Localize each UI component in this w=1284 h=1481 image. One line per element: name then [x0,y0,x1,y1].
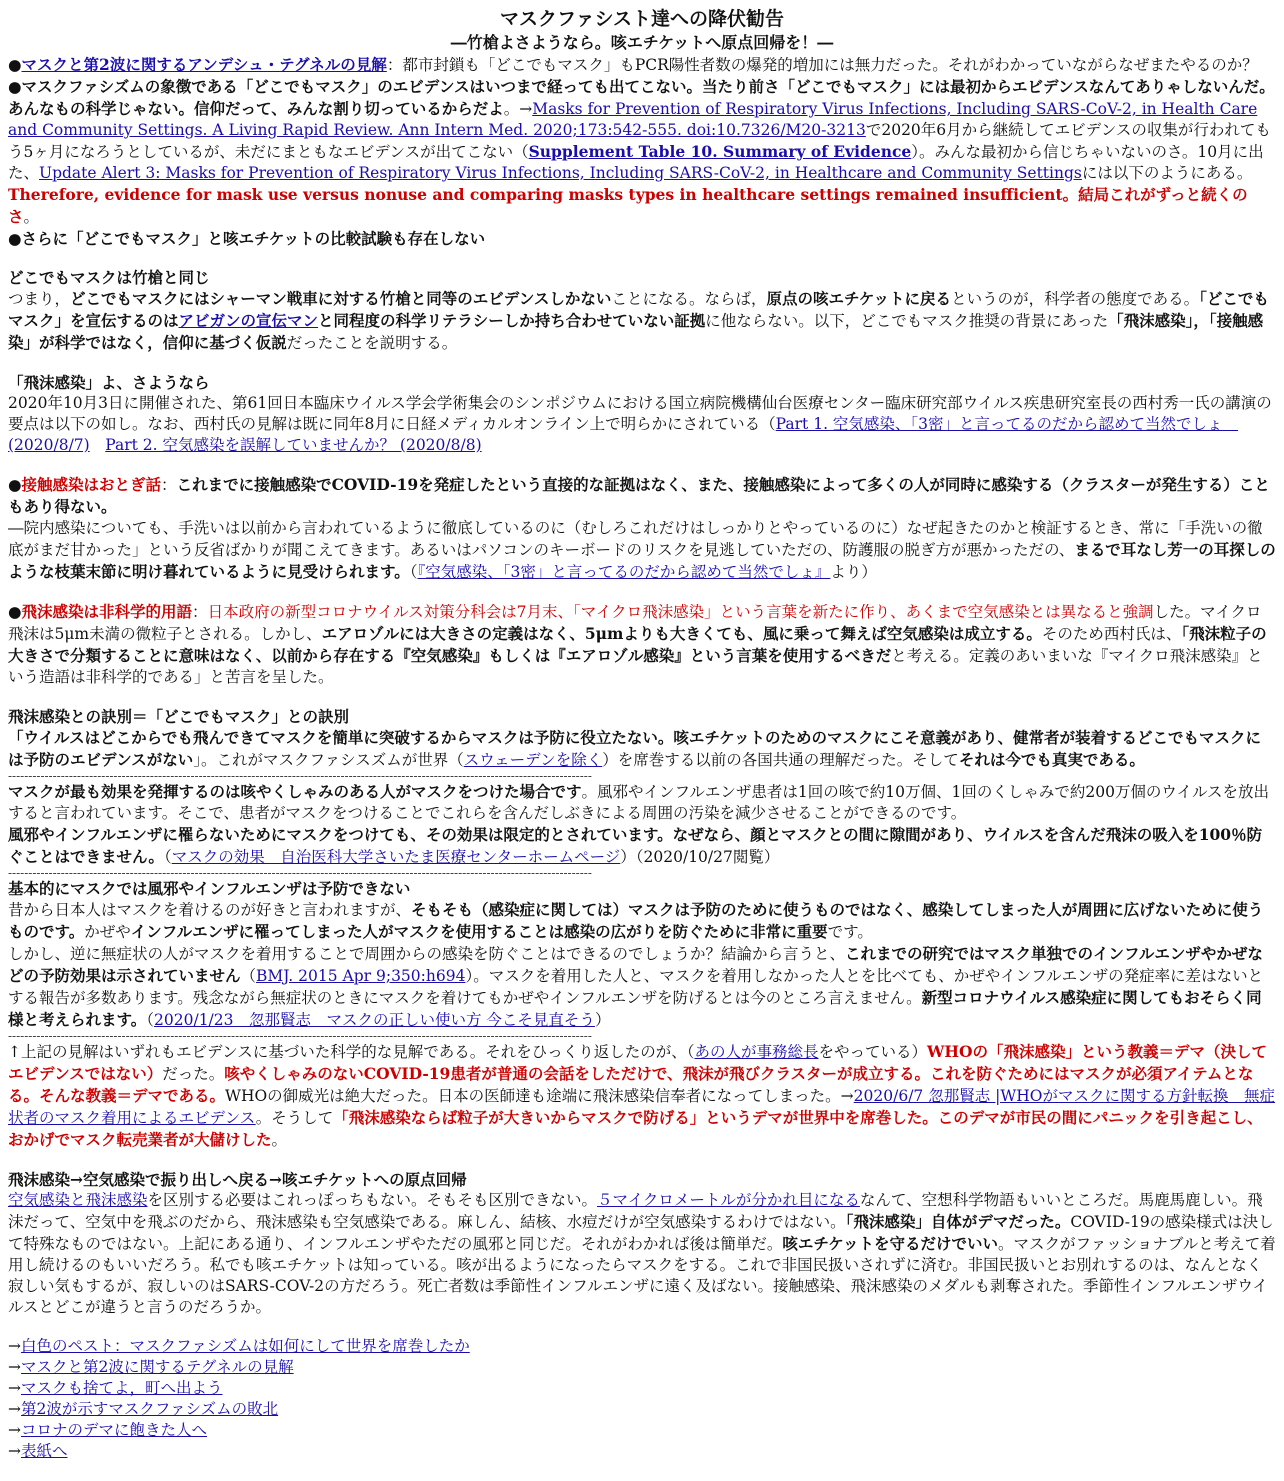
arrow-icon: → [8,1379,21,1397]
text: なんて、空想科学物語もいいところだ。馬鹿馬鹿しい。飛沫だって、空気中を飛ぶのだから、飛沫感染も空気感染である。麻しん、結核、水痘だけが空気感染するわけではない。 [8,1191,1263,1231]
related-link-item [8,1441,1276,1462]
supplement-table-link[interactable]: Supplement Table 10. Summary of Evidence [528,142,912,161]
text: です。 [827,923,873,941]
text-bold: 「飛沫感染」自体がデマだった。 [845,1212,1071,1231]
intro-comparison: ●さらに「どこでもマスク」と咳エチケットの比較試験も存在しない [8,229,486,248]
red-emphasis: 飛沫感染は非科学的用語 [21,602,193,621]
text-bold: 「ウイルスはどこからでも飛んできてマスクを簡単に突破するからマスクは予防に役立たない。咳エチケットのためのマスクにこそ意義があり、健常者が装着するどこでもマスクには予防のエビデンスがない [8,728,1262,769]
text: WHOの御威光は絶大だった。日本の医師達も途端に飛沫感染信奉者になってしまった。→ [225,1087,854,1105]
text-bold: 「飛沫粒子の大きさで分類することに意味はなく、以前から存在する『空気感染』もしくは『エアロゾル感染』という言葉を使用するべきだ [8,624,1267,665]
director-general-link[interactable]: あの人が事務総長 [694,1043,819,1061]
page-title: マスクファシスト達への降伏勧告 [499,8,785,30]
related-link-item [8,1378,1276,1399]
oshina-paragraph-1 [8,899,1276,943]
text: ） [594,1011,611,1029]
text: 昔から日本人はマスクを着けるのが好きと言われますが、 [8,901,412,919]
text: をやっている） [818,1043,927,1061]
kutsuna-mask-link[interactable]: 2020/1/23 忽那賢志 マスクの正しい使い方 今こそ見直そう [154,1011,595,1029]
bullet: ● [8,603,22,621]
ketsubetsu-paragraph [8,727,1276,771]
text: 。 [271,1131,288,1149]
red-emphasis: Therefore, evidence for mask use versus nonuse and comparing masks types in healthcare settings remained insufficient。結局これがずっと続くのさ [8,185,1248,226]
corona-hoax-link[interactable]: コロナのデマに飽きた人へ [21,1421,208,1439]
bmj-link[interactable]: BMJ. 2015 Apr 9;350:h694 [256,967,466,985]
text: を区別する必要はこれっぽっちもない。そもそも区別できない。 [147,1191,598,1209]
text: 。 [23,208,40,226]
spacer [8,1318,1276,1336]
text-bold: まるで耳なし芳一の耳探しのような枝葉末節に明け暮れているように見受けられます。 [8,540,1276,581]
text-bold: マスクが最も効果を発揮するのは咳やくしゃみのある人がマスクをつけた場合です [8,782,582,801]
spacer [8,249,1276,267]
sweden-link[interactable]: スウェーデンを除く [463,751,603,769]
text-bold: エアロゾルには大きさの定義はなく、5μmよりも大きくても、風に乗って舞えば空気感染は成立する。 [321,624,1042,643]
text-bold: 風邪やインフルエンザに罹らないためにマスクをつけても、その効果は限定的とされています。なぜなら、顔とマスクとの間に隙間があり、ウイルスを含んだ飛沫の吸入を100％防ぐことはできません。 [8,825,1263,866]
arrow-icon: → [8,1400,21,1418]
section-heading-oshina: 基本的にマスクでは風邪やインフルエンザは予防できない [8,879,411,898]
airborne-droplet-link[interactable]: 空気感染と飛沫感染 [8,1191,148,1209]
text: ： [161,476,177,494]
text: かぜや [84,923,131,941]
text: （ [240,967,257,985]
update-alert-link[interactable]: Update Alert 3: Masks for Prevention of Respiratory Virus Infections, Including SARS-CoV-2, in Healthcare and Community Settings [39,164,1082,182]
red-text: 日本政府の新型コロナウイルス対策分科会は7月末、「マイクロ飛沫感染」という言葉を新たに作り、あくまで空気感染とは異なると強調 [207,603,1154,621]
text: 。そうして [255,1109,334,1127]
text-bold: と同程度の科学リテラシーしか持ち合わせていない証拠 [318,311,706,330]
text-bold: 新型コロナウイルス感染症に関してもおそらく同様と考えられます。 [8,988,1262,1029]
text: ことになる。ならば， [611,290,767,308]
text: より） [830,563,877,581]
text: ）を席巻する以前の各国共通の理解だった。そして [602,751,959,769]
text: ：都市封鎖も「どこでもマスク」もPCR陽性者数の爆発的増加には無力だった。それがわかっていながらなぜまたやるのか？ [386,56,1258,74]
text-bold: 原点の咳エチケットに戻る [766,289,952,308]
red-emphasis: WHOの「飛沫感染」という教義＝デマ（決してエビデンスではない） [8,1042,1268,1083]
bullet: ● [8,56,22,74]
text: 。マスクがファッショナブルと考えて着用し続けるのもいいだろう。私でも咳エチケットは知っている。咳が出るようになったらマスクをする。これで非国民扱いされずに済む。非国民扱いとお別れするのは、なんとなく寂しい気もするが、寂しいのはSARS-COV-2の方だろう。死亡者数は季節性インフルエンザに遠く及ばない。接触感染、飛沫感染のメダルも剥奪された。季節性インフルエンザウイルスとどこが違うと言うのだろうか。 [8,1235,1276,1316]
text: ）。マスクを着用した人と、マスクを着用しなかった人とを比べても、かぜやインフルエンザの発症率に差はないとする報告が多数あります。残念ながら無症状のときにマスクを着けてもかぜやインフルエンザを防げるとは今のところ言えません。 [8,967,1264,1007]
text: ）（2020/10/27閲覧） [620,848,780,866]
text: だったことを説明する。 [286,334,458,352]
nikkei-part1-link[interactable]: Part 1. 空気感染、「3密」と言ってるのだから認めて当然でしょ (2020/8/7) [8,415,1239,454]
nikkei-part2-link[interactable]: Part 2. 空気感染を誤解していませんか？ (2020/8/8) [105,436,482,454]
spacer [8,1151,1276,1169]
text-bold: インフルエンザに罹ってしまった人がマスクを使用することは感染の広がりを防ぐために非常に重要 [130,922,828,941]
text: COVID-19の感染様式は決して特殊なものではない。上記にある通り、インフルエンザやただの風邪と同じだ。それがわかれば後は簡単だ。 [8,1213,1274,1253]
related-link-item [8,1357,1276,1378]
red-emphasis: 接触感染はおとぎ話 [21,475,162,494]
white-plague-link[interactable]: 白色のペスト：マスクファシズムは如何にして世界を席巻したか [21,1337,470,1355]
red-emphasis: 咳やくしゃみのないCOVID-19患者が普通の会話をしただけで、飛沫が飛びクラスターが成立する。これを防ぐためにはマスクが必須アイテムとなる。そんな教義＝デマである。 [8,1064,1254,1105]
text-bold: これまでの研究ではマスク単独でのインフルエンザやかぜなどの予防効果は示されていません [8,944,1263,985]
five-micron-link[interactable]: ５マイクロメートルが分かれ目になる [597,1191,860,1209]
text-bold: ●マスクファシズムの象徴である「どこでもマスク」のエビデンスはいつまで経っても出てこない。当たり前さ「どこでもマスク」には最初からエビデンスなんてありゃしないんだ。あんなもの科学じゃない。信仰だって、みんな割り切っているからだよ [8,77,1275,118]
genten-paragraph [8,1190,1276,1318]
arrow-icon: → [8,1442,21,1460]
hima-paragraph [8,393,1276,456]
red-emphasis: 「飛沫感染ならば粒子が大きいからマスクで防げる」というデマが世界中を席巻した。このデマが市民の間にパニックを引き起こし、おかげでマスク転売業者が大儲けした [8,1108,1263,1149]
contact-infection-claim [8,474,1276,518]
text: しかし、逆に無症状の人がマスクを着用することで周囲からの感染を防ぐことはできるのでしょうか？結論から言うと、 [8,945,846,963]
dashed-divider: ------------------------------------------------------------------------------------------------------------------------------------------------ [8,769,592,783]
cover-page-link[interactable]: 表紙へ [21,1442,68,1460]
text: だった。 [162,1065,225,1083]
who-paragraph [8,1041,1276,1151]
text-bold: 「飛沫感染」，「接触感染」が科学ではなく，信仰に基づく仮説 [8,311,1264,352]
spacer [8,688,1276,706]
arrow-icon: → [8,1337,21,1355]
second-wave-defeat-link[interactable]: 第2波が示すマスクファシズムの敗北 [21,1400,279,1418]
text [90,436,106,454]
spacer [8,583,1276,601]
discard-mask-link[interactable]: マスクも捨てよ，町へ出よう [21,1379,223,1397]
text: つまり， [8,290,71,308]
text: 。→ [503,100,533,118]
text: に他ならない。以下，どこでもマスク推奨の背景にあった [705,312,1109,330]
spacer [8,456,1276,474]
text: と考える。定義のあいまいな『マイクロ飛沫感染』という造語は非科学的である」と苦言を呈した。 [8,647,1263,686]
jichi-paragraph-2 [8,824,1276,868]
section-heading-takeyari: どこでもマスクは竹槍と同じ [8,268,210,287]
text: ―院内感染についても、手洗いは以前から言われているように徹底しているのに（むしろこれだけはしっかりとやっているのに）なぜ起きたのかと検証するとき、常に「手洗いの徹底がまだ甘かった」という反省ばかりが聞こえてきます。あるいはパソコンのキーボードのリスクを見逃していただの、防護服の脱ぎ方が悪かっただの、 [8,519,1263,559]
text: ）。みんな最初から信じちゃいないのさ。10月に出た、 [8,143,1264,182]
text: （ [163,848,172,866]
text: （ [409,563,418,581]
tegnell-view-link[interactable]: マスクと第2波に関するテグネルの見解 [21,1358,294,1376]
dashed-divider: ------------------------------------------------------------------------------------------------------------------------------------------------ [8,1029,592,1043]
related-link-item [8,1420,1276,1441]
text-bold: 咳エチケットを守るだけでいい [782,1234,998,1253]
page-subtitle: ―竹槍よさようなら。咳エチケットへ原点回帰を！― [450,33,834,52]
text: そのため西村氏は、 [1041,625,1182,643]
text: 2020年10月3日に開催された、第61回日本臨床ウイルス学会学術集会のシンポジウムにおける国立病院機構仙台医療センター臨床研究部ウイルス疾患研究室長の西村秀一氏の講演の要点は以下の如し。なお、西村氏の見解は既に同年8月に日経メディカルオンライン上で明らかにされている（ [8,394,1272,433]
text: した。マイクロ飛沫は5μm未満の微粒子とされる。しかし、 [8,603,1262,643]
ann-intern-med-link[interactable]: Masks for Prevention of Respiratory Virus Infections, Including SARS-CoV-2, in Health Care and Community Settings. A Living Rapid Review. Ann Intern Med. 2020;173:542-555. doi:10.7326/M20-3213 [8,100,1258,139]
intro-evidence [8,76,1276,228]
text-bold: 「どこでもマスク」を宣伝するのは [8,289,1269,330]
text: には以下のようにある。 [1081,164,1253,182]
spacer [8,354,1276,372]
bullet: ● [8,476,22,494]
jichi-link[interactable]: マスクの効果 自治医科大学さいたま医療センターホームページ [171,848,621,866]
related-link-item [8,1336,1276,1357]
related-links [8,1336,1276,1462]
text: で2020年6月から継続してエビデンスの収集が行われてもう5ヶ月になろうとしているが、未だにまともなエビデンスが出てこない（ [8,121,1271,161]
section-heading-genten: 飛沫感染→空気感染で振り出しへ戻る→咳エチケットへの原点回帰 [8,1170,467,1189]
text-bold: そもそも（感染症に関しては）マスクは予防のために使うものではなく、感染してしまった人が周囲に広げないために使うものです。 [8,900,1264,941]
takeyari-paragraph [8,288,1276,354]
text: ↑上記の見解はいずれもエビデンスに基づいた科学的な見解である。それをひっくり返したのが、（ [8,1043,695,1061]
jichi-paragraph-1 [8,781,1276,824]
arrow-icon: → [8,1421,21,1439]
arrow-icon: → [8,1358,21,1376]
related-link-item [8,1399,1276,1420]
text: 」。これがマスクファシスズムが世界（ [193,751,464,769]
dashed-divider: ------------------------------------------------------------------------------------------------------------------------------------------------ [8,866,592,880]
intro-tegnell [8,54,1276,76]
contact-infection-quote [8,518,1276,583]
section-heading-ketsubetsu: 飛沫感染との訣別＝「どこでもマスク」との訣別 [8,707,350,726]
oshina-paragraph-2 [8,943,1276,1031]
section-heading-hima: 「飛沫感染」よ、さようなら [8,373,210,392]
avigan-link[interactable]: アビガンの宣伝マン [178,311,319,330]
kuki-kansen-link[interactable]: 『空気感染、「3密」と言ってるのだから認めて当然でしょ』 [417,563,831,581]
text: （ [146,1011,155,1029]
who-policy-link[interactable]: 2020/6/7 忽那賢志 |WHOがマスクに関する方針転換 無症状者のマスク着用によるエビデンス [8,1087,1276,1127]
text-bold: どこでもマスクにはシャーマン戦車に対する竹槍と同等のエビデンスしかない [70,289,612,308]
text: 。風邪やインフルエンザ患者は1回の咳で約10万個、1回のくしゃみで約200万個のウイルスを放出すると言われています。そこで、患者がマスクをつけることでこれらを含んだしぶきによる周囲の汚染を減少させることができるのです。 [8,783,1269,822]
text-bold: これまでに接触感染でCOVID-19を発症したという直接的な証拠はなく、また、接触感染によって多くの人が同時に感染する（クラスターが発生する）こともあり得ない。 [8,475,1270,516]
tegnell-link[interactable]: マスクと第2波に関するアンデシュ・テグネルの見解 [21,55,387,74]
text: ： [192,603,208,621]
text: というのが，科学者の態度である。 [951,290,1200,308]
droplet-paragraph [8,601,1276,688]
text-bold: それは今でも真実である。 [958,750,1145,769]
